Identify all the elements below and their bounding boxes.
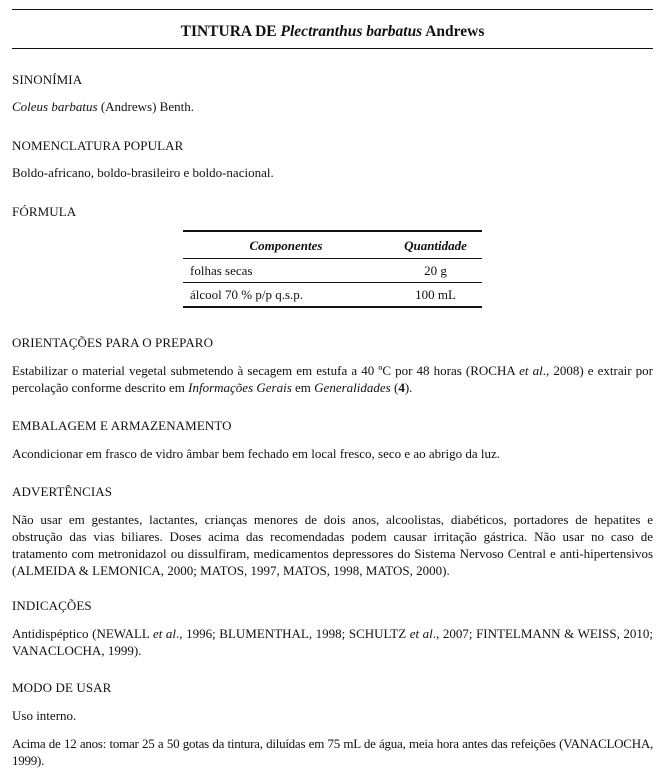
sinonimia-species: Coleus barbatus [12, 99, 98, 114]
title-author: Andrews [422, 23, 485, 40]
ref-informacoes-gerais: Informações Gerais [188, 380, 292, 395]
modo-uso: Uso interno. [12, 708, 77, 723]
indicacoes-part: ., 1996; BLUMENTHAL, 1998; SCHULTZ [176, 626, 410, 641]
advertencias-text: Não usar em gestantes, lactantes, crianças menores de dois anos, alcoolistas, diabéticos, portadores de hepatites e obstrução das vias biliares. Doses acima das recomendadas podem causar irritação gástrica. Não usar no caso de tratamento com metronidazol ou dissulfiram, medicamentos depressores do Sistema Nervoso Central e anti-hipertensivos (ALMEIDA & LEMONICA, 2000; MATOS, 1997, MATOS, 1998, MATOS, 2000). [12, 512, 653, 578]
indicacoes-part: Antidispéptico (NEWALL [12, 626, 153, 641]
column-quantity: Quantidade [389, 231, 482, 259]
formula-table [183, 230, 482, 308]
quantity-cell: 20 g [389, 259, 482, 283]
heading-sinonimia: SINONÍMIA [12, 72, 83, 87]
heading-orientacoes: ORIENTAÇÕES PARA O PREPARO [12, 335, 214, 350]
table-row [183, 283, 482, 308]
heading-embalagem: EMBALAGEM E ARMAZENAMENTO [12, 418, 232, 433]
quantity-cell: 100 mL [389, 283, 482, 308]
modo-dose: Acima de 12 anos: tomar 25 a 50 gotas da tintura, diluídas em 75 mL de água, meia hora antes das refeições (VANACLOCHA, 1999). [12, 736, 653, 768]
orientacoes-part: ). [404, 380, 413, 395]
indicacoes-text [12, 625, 653, 659]
heading-advertencias: ADVERTÊNCIAS [12, 484, 113, 499]
orientacoes-part: em [291, 380, 315, 395]
component-cell: álcool 70 % p/p q.s.p. [183, 283, 389, 308]
heading-indicacoes: INDICAÇÕES [12, 598, 92, 613]
orientacoes-text [12, 362, 653, 396]
ref-generalidades: Generalidades [314, 380, 391, 395]
heading-nomenclatura: NOMENCLATURA POPULAR [12, 138, 184, 153]
embalagem-text: Acondicionar em frasco de vidro âmbar bem fechado em local fresco, seco e ao abrigo da luz. [12, 446, 501, 461]
et-al: et al [152, 626, 177, 641]
et-al: et al [409, 626, 433, 641]
title-species: Plectranthus barbatus [280, 23, 423, 40]
title-rule [12, 48, 653, 49]
orientacoes-part: ( [390, 380, 399, 395]
heading-formula: FÓRMULA [12, 204, 77, 219]
page-title [12, 22, 653, 42]
top-rule [12, 9, 653, 10]
orientacoes-part: Estabilizar o material vegetal submetendo à secagem em estufa a 40 ºC por 48 horas (ROCHA [12, 363, 520, 378]
et-al: et al [519, 363, 543, 378]
orientacoes-part: ., 2008) e extrair por percolação conforme descrito em [12, 363, 653, 395]
sinonimia-text [12, 98, 653, 115]
heading-modo: MODO DE USAR [12, 680, 112, 695]
indicacoes-part: ., 2007; FINTELMANN & WEISS, 2010; VANACLOCHA, 1999). [12, 626, 654, 658]
formula-header-row [183, 231, 482, 259]
ref-number: 4 [398, 380, 405, 395]
nomenclatura-text: Boldo-africano, boldo-brasileiro e boldo-nacional. [12, 165, 274, 180]
title-prefix: TINTURA DE [180, 23, 281, 40]
column-components: Componentes [183, 231, 389, 259]
component-cell: folhas secas [183, 259, 389, 283]
table-row [183, 259, 482, 283]
sinonimia-rest: (Andrews) Benth. [97, 99, 194, 114]
